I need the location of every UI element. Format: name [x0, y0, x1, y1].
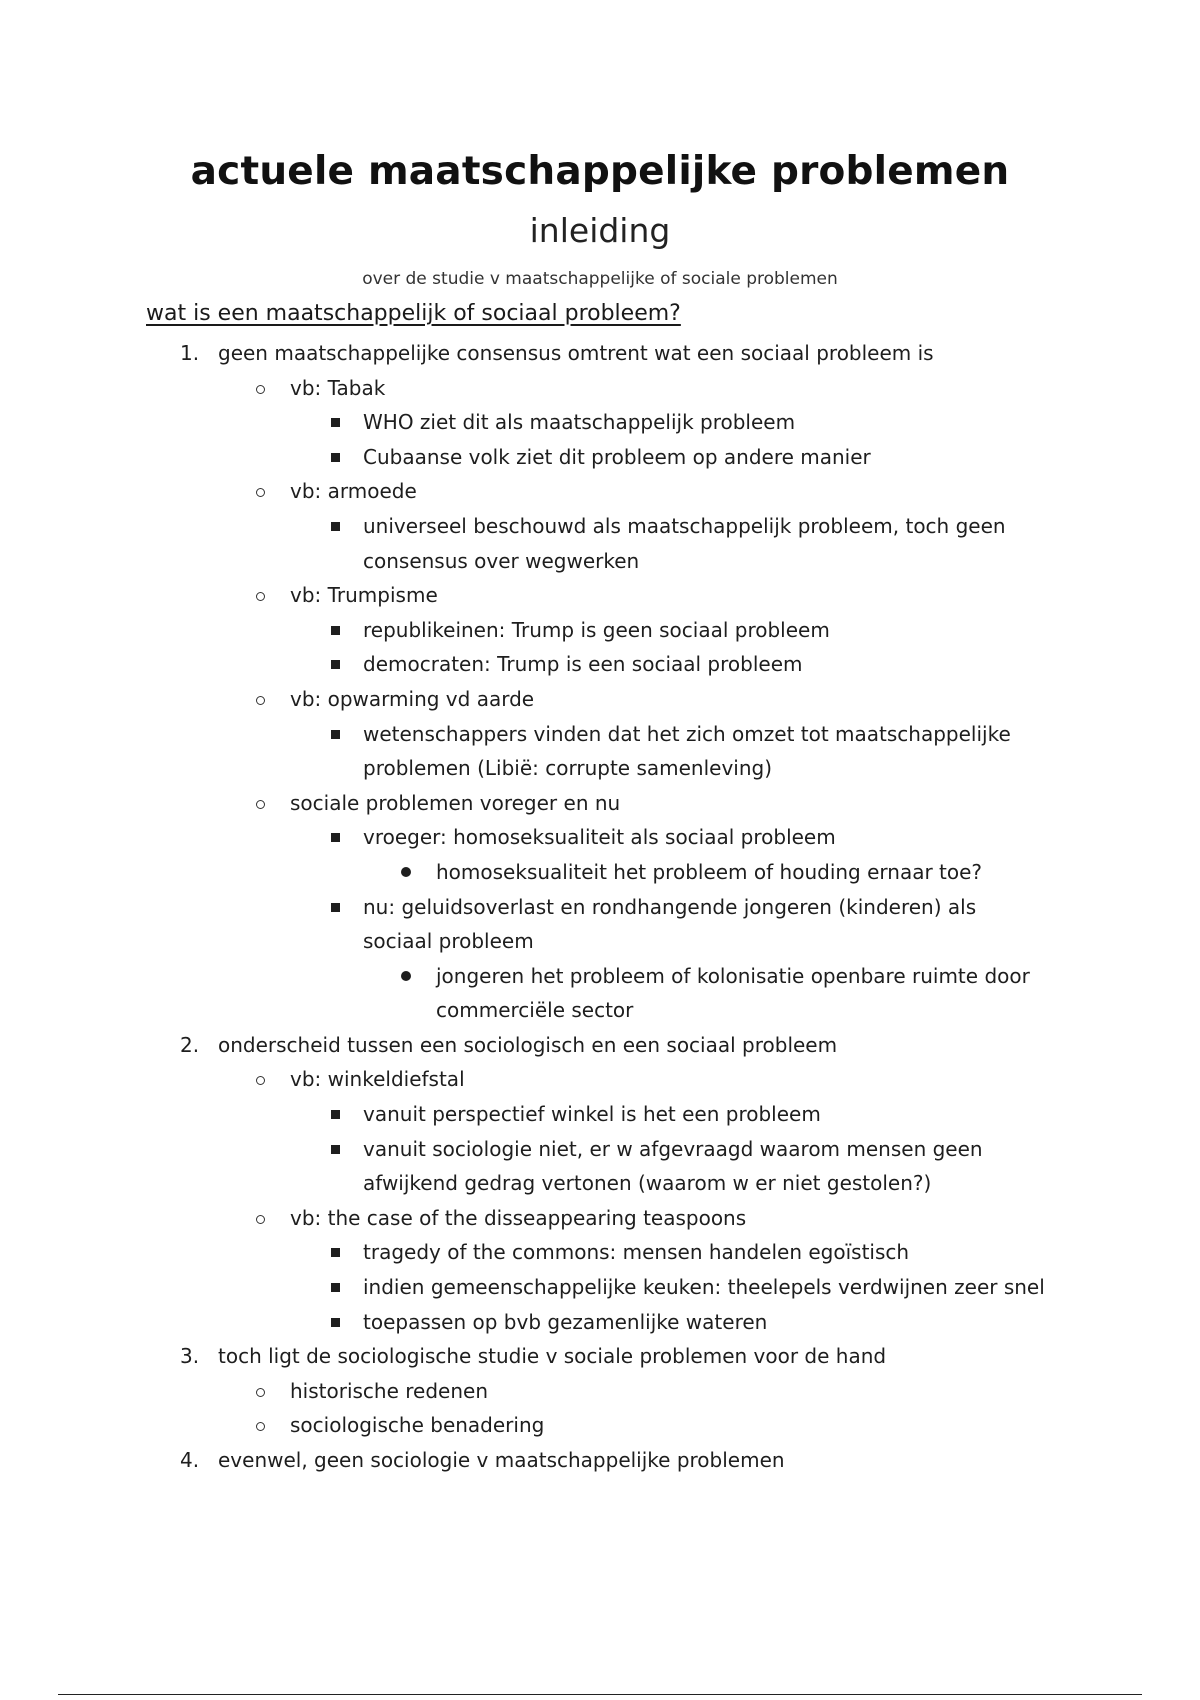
list-item-text: indien gemeenschappelijke keuken: theelepels verdwijnen zeer snel: [363, 1275, 1045, 1300]
list-number: 2.: [180, 1032, 200, 1057]
filled-circle-bullet-icon: [401, 867, 411, 877]
square-bullet-icon: [331, 1318, 340, 1327]
list-item: [0, 1408, 1200, 1443]
list-item-text: jongeren het probleem of kolonisatie openbare ruimte door commerciële sector: [436, 963, 1030, 1023]
list-item: [0, 1374, 1200, 1409]
list-item: [0, 578, 1200, 613]
square-bullet-icon: [331, 833, 340, 842]
list-item-text: vanuit perspectief winkel is het een probleem: [363, 1102, 821, 1127]
list-item-text: vb: the case of the disseappearing teaspoons: [290, 1205, 747, 1230]
list-item: [0, 613, 1200, 648]
list-item: [0, 855, 1200, 890]
list-item: [0, 1132, 1200, 1201]
list-item-text: vanuit sociologie niet, er w afgevraagd waarom mensen geen afwijkend gedrag vertonen (waarom w er niet gestolen?): [363, 1136, 983, 1196]
hollow-circle-bullet-icon: [256, 800, 265, 809]
list-item-text: vb: Trumpisme: [290, 583, 438, 608]
list-item: [0, 1201, 1200, 1236]
list-item-text: tragedy of the commons: mensen handelen egoïstisch: [363, 1240, 910, 1265]
square-bullet-icon: [331, 1145, 340, 1154]
square-bullet-icon: [331, 418, 340, 427]
list-item: [0, 1028, 1200, 1063]
list-item: [0, 1305, 1200, 1340]
square-bullet-icon: [331, 660, 340, 669]
list-item-text: evenwel, geen sociologie v maatschappelijke problemen: [218, 1448, 785, 1472]
list-item-text: toepassen op bvb gezamenlijke wateren: [363, 1309, 768, 1334]
section-heading: wat is een maatschappelijk of sociaal probleem?: [146, 301, 681, 326]
list-item: [0, 1062, 1200, 1097]
list-item: [0, 371, 1200, 406]
list-item: [0, 820, 1200, 855]
hollow-circle-bullet-icon: [256, 1215, 265, 1224]
square-bullet-icon: [331, 453, 340, 462]
list-item: [0, 890, 1200, 959]
list-number: 1.: [180, 341, 200, 365]
list-item: [0, 717, 1200, 786]
list-item-text: onderscheid tussen een sociologisch en een sociaal probleem: [218, 1032, 838, 1057]
list-item: [0, 1443, 1200, 1478]
filled-circle-bullet-icon: [401, 971, 411, 981]
hollow-circle-bullet-icon: [256, 385, 265, 394]
document-subtitle: inleiding: [529, 211, 671, 250]
list-item-text: republikeinen: Trump is geen sociaal probleem: [363, 617, 830, 642]
list-number: 4.: [180, 1448, 200, 1472]
list-item: [0, 647, 1200, 682]
footer-divider: [58, 1694, 1142, 1695]
document-caption: over de studie v maatschappelijke of sociale problemen: [362, 269, 838, 289]
list-item: [0, 336, 1200, 371]
list-item: [0, 440, 1200, 475]
list-item-text: vb: armoede: [290, 479, 417, 504]
list-item-text: historische redenen: [290, 1378, 489, 1403]
outline-list: [0, 336, 1200, 1478]
square-bullet-icon: [331, 730, 340, 739]
list-item-text: sociologische benadering: [290, 1413, 545, 1438]
list-item-text: vb: Tabak: [290, 375, 386, 400]
list-item: [0, 1235, 1200, 1270]
list-item: [0, 682, 1200, 717]
list-item-text: vb: opwarming vd aarde: [290, 686, 535, 711]
list-item: [0, 1339, 1200, 1374]
list-item: [0, 786, 1200, 821]
list-item-text: democraten: Trump is een sociaal probleem: [363, 652, 803, 677]
square-bullet-icon: [331, 903, 340, 912]
list-item: [0, 509, 1200, 578]
list-item-text: vroeger: homoseksualiteit als sociaal probleem: [363, 825, 836, 850]
list-item-text: toch ligt de sociologische studie v sociale problemen voor de hand: [218, 1344, 887, 1369]
square-bullet-icon: [331, 1110, 340, 1119]
square-bullet-icon: [331, 522, 340, 531]
list-item: [0, 405, 1200, 440]
list-item-text: nu: geluidsoverlast en rondhangende jongeren (kinderen) als sociaal probleem: [363, 894, 977, 954]
list-item-text: sociale problemen voreger en nu: [290, 790, 621, 815]
list-item-text: homoseksualiteit het probleem of houding ernaar toe?: [436, 859, 983, 884]
list-item: [0, 1270, 1200, 1305]
list-number: 3.: [180, 1344, 200, 1369]
list-item-text: universeel beschouwd als maatschappelijk probleem, toch geen consensus over wegwerken: [363, 513, 1006, 573]
list-item-text: WHO ziet dit als maatschappelijk probleem: [363, 410, 796, 435]
square-bullet-icon: [331, 626, 340, 635]
list-item: [0, 1097, 1200, 1132]
list-item: [0, 959, 1200, 1028]
hollow-circle-bullet-icon: [256, 1388, 265, 1397]
document-title: actuele maatschappelijke problemen: [190, 149, 1010, 194]
list-item-text: Cubaanse volk ziet dit probleem op andere manier: [363, 444, 871, 469]
hollow-circle-bullet-icon: [256, 696, 265, 705]
list-item-text: wetenschappers vinden dat het zich omzet tot maatschappelijke problemen (Libië: corrupte samenleving): [363, 721, 1011, 781]
list-item: [0, 474, 1200, 509]
square-bullet-icon: [331, 1283, 340, 1292]
list-item-text: geen maatschappelijke consensus omtrent wat een sociaal probleem is: [218, 341, 934, 365]
square-bullet-icon: [331, 1248, 340, 1257]
list-item-text: vb: winkeldiefstal: [290, 1067, 465, 1092]
